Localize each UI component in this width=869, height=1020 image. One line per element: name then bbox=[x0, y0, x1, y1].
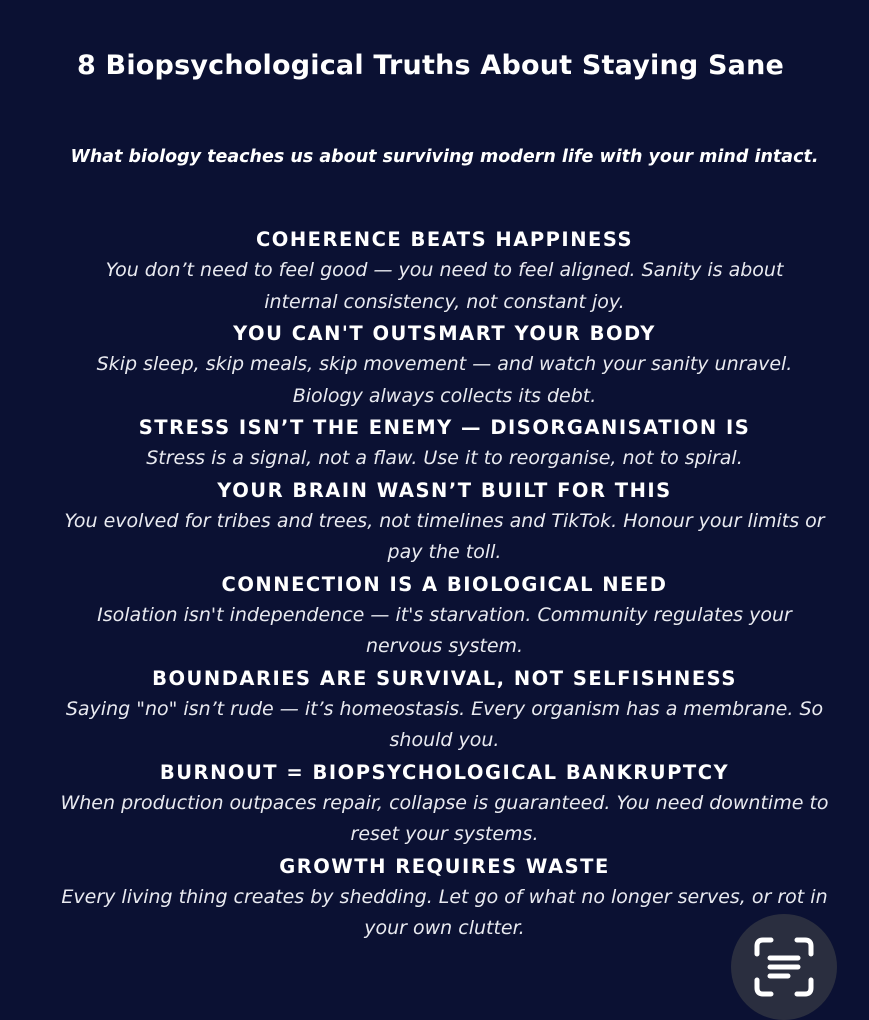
truth-body: Stress is a signal, not a flaw. Use it to reorganise, not to spiral. bbox=[146, 447, 743, 469]
truth-body: Every living thing creates by shedding. Let go of what no longer serves, or rot in your own clutter. bbox=[61, 885, 828, 939]
truth-heading: COHERENCE BEATS HAPPINESS bbox=[255, 228, 634, 251]
truth-body: Isolation isn't independence — it's starvation. Community regulates your nervous system. bbox=[97, 603, 792, 657]
truth-heading: BOUNDARIES ARE SURVIVAL, NOT SELFISHNESS bbox=[152, 666, 737, 690]
truths-list bbox=[40, 224, 849, 945]
truth-heading: GROWTH REQUIRES WASTE bbox=[279, 854, 610, 878]
truth-heading: YOUR BRAIN WASN’T BUILT FOR THIS bbox=[217, 478, 672, 502]
truth-item bbox=[40, 475, 849, 569]
text-scan-button[interactable] bbox=[731, 914, 837, 1020]
truth-item bbox=[40, 757, 849, 851]
truth-body: You don’t need to feel good — you need to feel aligned. Sanity is about internal consistency, not constant joy. bbox=[105, 259, 784, 313]
truth-body: You evolved for tribes and trees, not timelines and TikTok. Honour your limits or pay the toll. bbox=[64, 509, 825, 563]
page-subtitle: What biology teaches us about surviving modern life with your mind intact. bbox=[70, 147, 819, 167]
truth-body: When production outpaces repair, collapse is guaranteed. You need downtime to reset your systems. bbox=[60, 791, 829, 845]
truth-item bbox=[40, 851, 849, 945]
truth-heading: BURNOUT = BIOPSYCHOLOGICAL BANKRUPTCY bbox=[159, 760, 730, 784]
truth-item bbox=[40, 224, 849, 318]
truth-item bbox=[40, 318, 849, 412]
truth-item bbox=[40, 569, 849, 663]
truth-heading: STRESS ISN’T THE ENEMY — DISORGANISATION IS bbox=[138, 416, 751, 439]
truth-heading: CONNECTION IS A BIOLOGICAL NEED bbox=[221, 572, 668, 596]
truth-body: Skip sleep, skip meals, skip movement — and watch your sanity unravel. Biology always collects its debt. bbox=[96, 353, 793, 407]
truth-body: Saying "no" isn’t rude — it’s homeostasis. Every organism has a membrane. So should you. bbox=[65, 697, 824, 751]
truth-item bbox=[40, 663, 849, 757]
page-title: 8 Biopsychological Truths About Staying Sane bbox=[76, 50, 785, 81]
truth-item bbox=[40, 412, 849, 475]
text-scan-icon bbox=[753, 936, 815, 998]
truth-heading: YOU CAN'T OUTSMART YOUR BODY bbox=[233, 322, 656, 345]
